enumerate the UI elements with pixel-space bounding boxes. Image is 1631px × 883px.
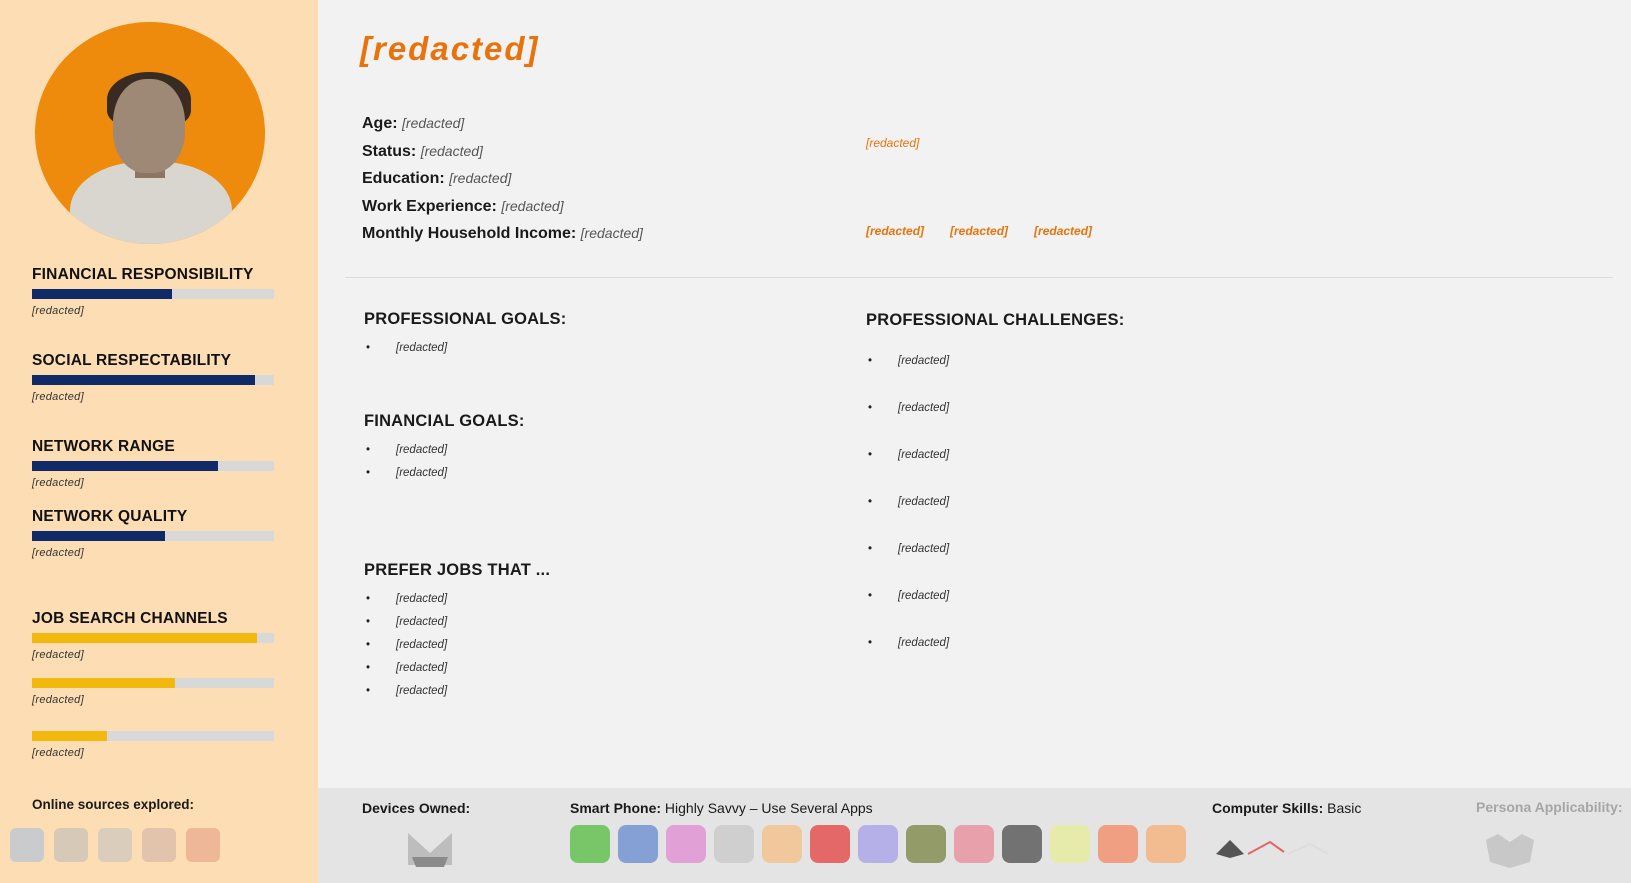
section-professional-challenges xyxy=(866,311,1596,667)
app-icon xyxy=(1002,825,1042,863)
persona-quote: [redacted] xyxy=(866,136,920,150)
bullet-list xyxy=(866,338,1596,667)
app-icon xyxy=(762,825,802,863)
online-source-icon xyxy=(54,828,88,862)
fact-education xyxy=(362,165,643,193)
metric-bar xyxy=(32,633,274,643)
app-icon xyxy=(714,825,754,863)
metric-title: NETWORK RANGE xyxy=(32,438,175,455)
metric-job-search-channel-3 xyxy=(32,726,282,761)
metric-bar xyxy=(32,678,274,688)
metric-bar xyxy=(32,531,274,541)
fact-label: Monthly Household Income: xyxy=(362,225,577,242)
persona-facts xyxy=(362,110,643,248)
section-title: PREFER JOBS THAT ... xyxy=(364,561,551,579)
section-title: FINANCIAL GOALS: xyxy=(364,412,525,430)
fact-value: [redacted] xyxy=(501,197,564,214)
fact-age xyxy=(362,110,643,138)
app-icon xyxy=(1050,825,1090,863)
app-icon xyxy=(570,825,610,863)
fact-label: Work Experience: xyxy=(362,197,497,215)
app-icon xyxy=(618,825,658,863)
list-item: • [redacted] xyxy=(364,634,834,657)
app-icon xyxy=(1098,825,1138,863)
online-source-icon xyxy=(186,828,220,862)
list-item: • [redacted] xyxy=(866,479,1596,526)
section-title: PROFESSIONAL GOALS: xyxy=(364,310,567,328)
smartphone-label xyxy=(570,800,873,816)
fact-value: [redacted] xyxy=(402,115,465,131)
metric-bar-fill xyxy=(32,678,175,688)
persona-name: [redacted] xyxy=(360,30,540,67)
metric-network-quality xyxy=(32,508,282,561)
persona-tags xyxy=(866,224,1092,238)
bullet-list xyxy=(364,588,834,703)
online-source-icon xyxy=(142,828,176,862)
online-sources-title: Online sources explored: xyxy=(32,797,195,812)
computer-skills-label xyxy=(1212,800,1361,816)
metric-job-search-channel-2 xyxy=(32,673,282,708)
metric-title: JOB SEARCH CHANNELS xyxy=(32,610,228,627)
metric-social-respectability xyxy=(32,352,282,405)
section-title: PROFESSIONAL CHALLENGES: xyxy=(866,311,1125,329)
fact-value: [redacted] xyxy=(580,225,643,241)
list-item: • [redacted] xyxy=(866,620,1596,667)
list-item: • [redacted] xyxy=(866,573,1596,620)
list-item: • [redacted] xyxy=(364,337,834,360)
list-item: • [redacted] xyxy=(364,439,834,462)
online-source-icon xyxy=(98,828,132,862)
metric-note: [redacted] xyxy=(32,547,84,559)
metric-bar xyxy=(32,375,274,385)
avatar-face xyxy=(113,79,185,173)
app-icon xyxy=(858,825,898,863)
bullet-list xyxy=(364,337,834,360)
fact-work-experience xyxy=(362,193,643,221)
avatar xyxy=(35,22,265,244)
app-icon xyxy=(666,825,706,863)
phone-device-icon xyxy=(402,827,458,871)
metric-title: FINANCIAL RESPONSIBILITY xyxy=(32,266,254,283)
app-icons-row xyxy=(570,825,1186,863)
metric-bar-fill xyxy=(32,531,165,541)
list-item: • [redacted] xyxy=(866,385,1596,432)
list-item: • [redacted] xyxy=(364,657,834,680)
smartphone-value: Highly Savvy – Use Several Apps xyxy=(664,800,873,816)
list-item: • [redacted] xyxy=(866,432,1596,479)
metric-bar-fill xyxy=(32,633,257,643)
online-source-icon xyxy=(10,828,44,862)
section-prefer-jobs xyxy=(364,561,834,703)
fact-label: Age: xyxy=(362,115,398,132)
metric-note: [redacted] xyxy=(32,694,84,706)
fact-label: Education: xyxy=(362,170,445,187)
metric-note: [redacted] xyxy=(32,477,84,489)
computer-skills-label-text: Computer Skills: xyxy=(1212,800,1324,816)
list-item: • [redacted] xyxy=(866,526,1596,573)
app-icon xyxy=(906,825,946,863)
persona-tag: [redacted] xyxy=(950,224,1009,238)
metric-note: [redacted] xyxy=(32,305,84,317)
sidebar xyxy=(0,0,318,883)
list-item: • [redacted] xyxy=(364,680,834,703)
list-item: • [redacted] xyxy=(364,611,834,634)
metric-note: [redacted] xyxy=(32,747,84,759)
metric-bar-fill xyxy=(32,461,218,471)
app-icon xyxy=(954,825,994,863)
fact-label: Status: xyxy=(362,142,417,160)
computer-skill-icon xyxy=(1212,832,1332,862)
metric-bar xyxy=(32,461,274,471)
metric-bar-fill xyxy=(32,289,172,299)
metric-bar xyxy=(32,289,274,299)
section-professional-goals xyxy=(364,310,834,360)
list-item: • [redacted] xyxy=(364,462,834,485)
metric-financial-responsibility xyxy=(32,266,282,319)
metric-title: SOCIAL RESPECTABILITY xyxy=(32,352,232,369)
metric-note: [redacted] xyxy=(32,649,84,661)
list-item: • [redacted] xyxy=(364,588,834,611)
metric-job-search-channels xyxy=(32,610,282,663)
persona-tag: [redacted] xyxy=(866,224,925,238)
list-item: • [redacted] xyxy=(866,338,1596,385)
metric-note: [redacted] xyxy=(32,391,84,403)
metric-bar xyxy=(32,731,274,741)
app-icon xyxy=(810,825,850,863)
persona-applicability-label: Persona Applicability: xyxy=(1476,799,1623,815)
persona-tag: [redacted] xyxy=(1034,224,1093,238)
metric-bar-fill xyxy=(32,731,107,741)
bullet-list xyxy=(364,439,834,485)
devices-label xyxy=(362,800,470,816)
smartphone-label-text: Smart Phone: xyxy=(570,800,662,816)
section-financial-goals xyxy=(364,412,834,485)
fact-income xyxy=(362,220,643,248)
fact-value: [redacted] xyxy=(420,142,483,159)
devices-label-text: Devices Owned: xyxy=(362,800,471,816)
metric-title: NETWORK QUALITY xyxy=(32,508,188,525)
metric-bar-fill xyxy=(32,375,255,385)
app-icon xyxy=(1146,825,1186,863)
computer-skills-value: Basic xyxy=(1327,800,1362,816)
fact-status xyxy=(362,138,643,166)
metric-network-range xyxy=(32,438,282,491)
divider xyxy=(345,277,1613,278)
persona-applicability-icon xyxy=(1480,830,1540,870)
online-sources-icons xyxy=(10,828,220,862)
fact-value: [redacted] xyxy=(449,170,512,186)
